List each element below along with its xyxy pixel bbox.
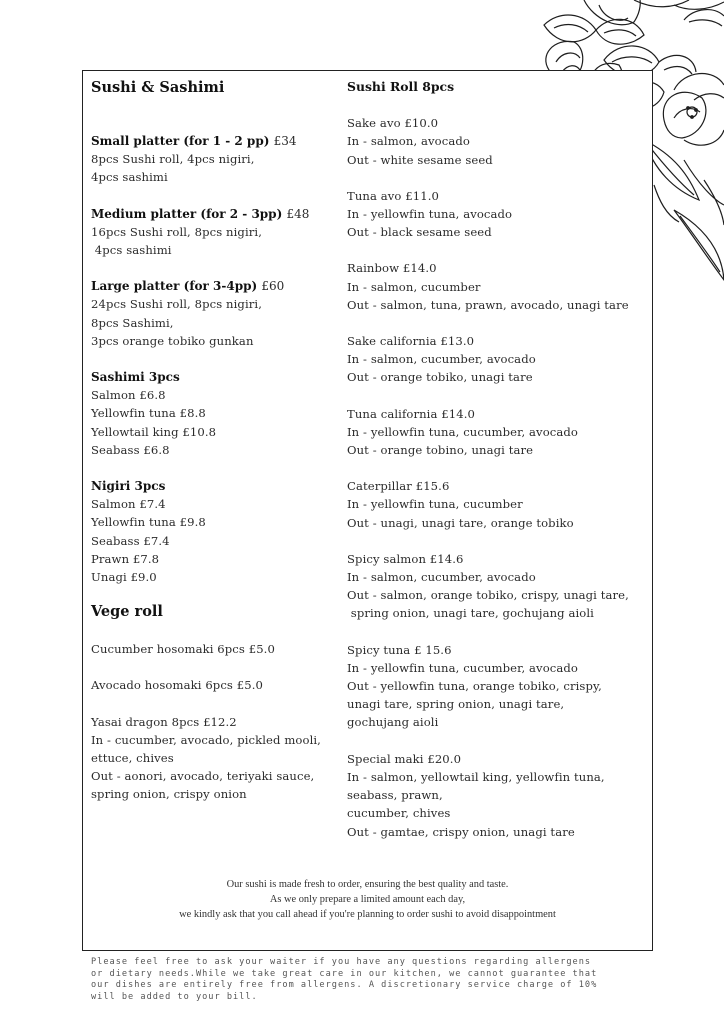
nigiri-item: Unagi £9.0	[91, 570, 157, 585]
note-line: As we only prepare a limited amount each day,	[269, 894, 466, 905]
small-platter-desc: 8pcs Sushi roll, 4pcs nigiri,	[91, 152, 255, 167]
vege-item-yasai-desc: In - cucumber, avocado, pickled mooli,	[91, 732, 321, 747]
roll-out: gochujang aioli	[347, 715, 439, 730]
roll-in: In - yellowfin tuna, cucumber, avocado	[347, 660, 578, 675]
small-platter-name: Small platter (for 1 - 2 pp)	[91, 134, 270, 148]
roll-in: In - salmon, yellowtail king, yellowfin tuna,	[347, 769, 605, 784]
roll-in: seabass, prawn,	[347, 788, 443, 803]
roll-item	[347, 405, 647, 460]
vege-item-yasai-desc: spring onion, crispy onion	[91, 787, 247, 802]
roll-item	[347, 259, 647, 314]
sashimi-item: Salmon £6.8	[91, 388, 166, 403]
sashimi-heading: Sashimi 3pcs	[91, 370, 180, 385]
flower-right-icon	[663, 74, 724, 146]
roll-in: In - yellowfin tuna, cucumber	[347, 497, 523, 512]
roll-item	[347, 641, 647, 732]
sushi-sashimi-title: Sushi & Sashimi	[91, 79, 225, 96]
sushi-roll-title: Sushi Roll 8pcs	[347, 79, 455, 94]
roll-name: Caterpillar £15.6	[347, 479, 450, 494]
sashimi-item: Yellowtail king £10.8	[91, 424, 217, 439]
right-column	[347, 78, 647, 841]
roll-name: Sake california £13.0	[347, 334, 475, 349]
allergen-line: or dietary needs.While we take great care in our kitchen, we cannot guarantee that	[91, 968, 598, 979]
vege-item-yasai-desc: ettuce, chives	[91, 751, 174, 766]
roll-out: Out - yellowfin tuna, orange tobiko, crispy,	[347, 679, 602, 694]
note-line: we kindly ask that you call ahead if you're planning to order sushi to avoid disappointment	[179, 909, 556, 920]
nigiri-item: Salmon £7.4	[91, 497, 166, 512]
leaves-icon	[644, 140, 724, 280]
nigiri-heading: Nigiri 3pcs	[91, 479, 166, 494]
roll-in: In - salmon, cucumber, avocado	[347, 352, 536, 367]
roll-name: Rainbow £14.0	[347, 261, 437, 276]
roll-item	[347, 332, 647, 387]
roll-name: Special maki £20.0	[347, 751, 462, 766]
allergen-line: our dishes are entirely free from allergens. A discretionary service charge of 10%	[91, 980, 598, 991]
vege-roll-title: Vege roll	[91, 603, 163, 621]
large-platter-desc: 24pcs Sushi roll, 8pcs nigiri,	[91, 297, 262, 312]
medium-platter-heading	[91, 205, 341, 223]
roll-item	[347, 750, 647, 841]
roll-out: Out - orange tobino, unagi tare	[347, 443, 534, 458]
roll-item	[347, 550, 647, 623]
medium-platter-price: £48	[286, 206, 310, 221]
roll-out: Out - orange tobiko, unagi tare	[347, 370, 533, 385]
roll-in: In - salmon, cucumber, avocado	[347, 570, 536, 585]
small-platter-heading	[91, 132, 341, 150]
medium-platter-desc: 16pcs Sushi roll, 8pcs nigiri,	[91, 224, 262, 239]
roll-out: Out - white sesame seed	[347, 152, 493, 167]
roll-out: Out - unagi, unagi tare, orange tobiko	[347, 515, 574, 530]
medium-platter-desc: 4pcs sashimi	[91, 243, 172, 258]
roll-out: Out - gamtae, crispy onion, unagi tare	[347, 824, 575, 839]
vege-item-yasai: Yasai dragon 8pcs £12.2	[91, 714, 237, 729]
roll-item	[347, 114, 647, 169]
roll-name: Spicy salmon £14.6	[347, 551, 464, 566]
nigiri-item: Seabass £7.4	[91, 533, 170, 548]
vege-item-yasai-desc: Out - aonori, avocado, teriyaki sauce,	[91, 769, 315, 784]
roll-in: In - salmon, avocado	[347, 134, 470, 149]
sashimi-item: Yellowfin tuna £8.8	[91, 406, 206, 421]
flower-top-icon	[544, 0, 724, 44]
large-platter-heading	[91, 277, 341, 295]
fresh-order-note	[82, 877, 653, 922]
allergen-line: Please feel free to ask your waiter if you have any questions regarding allergens	[91, 957, 592, 967]
vege-item-cucumber: Cucumber hosomaki 6pcs £5.0	[91, 642, 275, 657]
small-platter-desc: 4pcs sashimi	[91, 170, 168, 185]
roll-out: Out - salmon, orange tobiko, crispy, unagi tare,	[347, 588, 629, 603]
sashimi-item: Seabass £6.8	[91, 442, 170, 457]
large-platter-desc: 3pcs orange tobiko gunkan	[91, 333, 254, 348]
roll-name: Tuna california £14.0	[347, 406, 475, 421]
medium-platter-name: Medium platter (for 2 - 3pp)	[91, 206, 283, 221]
large-platter-desc: 8pcs Sashimi,	[91, 315, 174, 330]
vege-item-avocado: Avocado hosomaki 6pcs £5.0	[91, 678, 263, 693]
roll-out: unagi tare, spring onion, unagi tare,	[347, 697, 565, 712]
roll-out: Out - black sesame seed	[347, 225, 492, 240]
roll-out: spring onion, unagi tare, gochujang aioli	[347, 606, 594, 621]
roll-name: Sake avo £10.0	[347, 116, 439, 131]
roll-in: cucumber, chives	[347, 806, 451, 821]
roll-item	[347, 187, 647, 242]
nigiri-item: Prawn £7.8	[91, 551, 160, 566]
allergen-line: will be added to your bill.	[91, 991, 258, 1002]
roll-item	[347, 477, 647, 532]
roll-in: In - yellowfin tuna, avocado	[347, 207, 513, 222]
large-platter-name: Large platter (for 3-4pp)	[91, 279, 258, 294]
roll-in: In - salmon, cucumber	[347, 279, 481, 294]
roll-out: Out - salmon, tuna, prawn, avocado, unagi tare	[347, 297, 629, 312]
note-line: Our sushi is made fresh to order, ensuring the best quality and taste.	[226, 879, 509, 890]
roll-name: Tuna avo £11.0	[347, 188, 439, 203]
nigiri-item: Yellowfin tuna £9.8	[91, 515, 206, 530]
roll-name: Spicy tuna £ 15.6	[347, 642, 452, 657]
large-platter-price: £60	[261, 279, 285, 294]
left-column	[91, 78, 341, 804]
allergen-note	[91, 957, 611, 1003]
small-platter-price: £34	[273, 134, 297, 148]
roll-in: In - yellowfin tuna, cucumber, avocado	[347, 424, 578, 439]
